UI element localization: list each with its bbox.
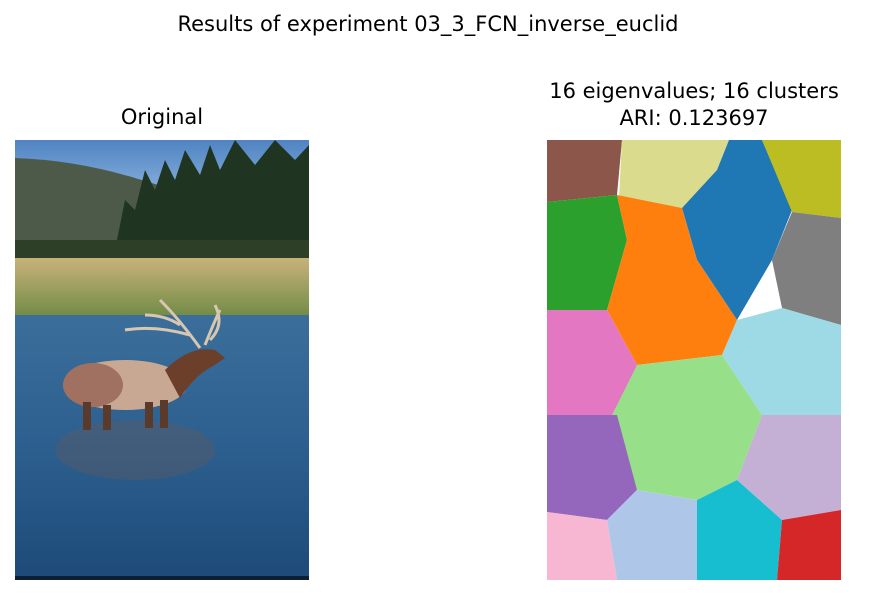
cluster-red [777, 510, 841, 580]
cluster-segmentation-image [547, 140, 841, 580]
figure-suptitle: Results of experiment 03_3_FCN_inverse_euclid [177, 12, 679, 36]
clusters-title-line1: 16 eigenvalues; 16 clusters [549, 79, 839, 103]
original-image [15, 140, 309, 580]
segmentation-map [547, 140, 841, 580]
cluster-lightpink [547, 512, 617, 580]
clusters-panel-title [514, 78, 874, 132]
clusters-title-line2: ARI: 0.123697 [619, 106, 769, 130]
cluster-brown [547, 140, 622, 202]
reflection [55, 420, 215, 480]
original-panel-title: Original [120, 105, 204, 129]
meadow [15, 258, 309, 318]
elk-photo [15, 140, 309, 580]
